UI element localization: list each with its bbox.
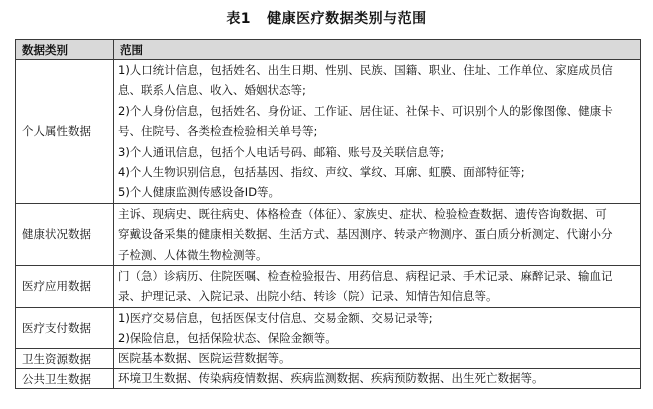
range-line: 录、护理记录、入院记录、出院小结、转诊（院）记录、知情告知信息等。 <box>118 289 498 304</box>
range-line: 环境卫生数据、传染病疫情数据、疾病监测数据、疾病预防数据、出生死亡数据等。 <box>118 371 544 386</box>
range-line: 子检测、人体微生物检测等。 <box>118 247 268 262</box>
header-range: 范围 <box>114 40 641 60</box>
range-line: 2)保险信息，包括保险状态、保险金额等。 <box>118 331 337 346</box>
row-range <box>114 265 641 307</box>
range-line: 1)人口统计信息，包括姓名、出生日期、性别、民族、国籍、职业、住址、工作单位、家庭成员信 <box>118 63 613 77</box>
table-row <box>16 307 641 349</box>
header-category: 数据类别 <box>16 40 114 60</box>
row-category: 个人属性数据 <box>16 60 114 204</box>
range-line: 4)个人生物识别信息，包括基因、指纹、声纹、掌纹、耳廓、虹膜、面部特征等; <box>118 164 525 179</box>
row-range <box>114 349 641 369</box>
table-row <box>16 369 641 389</box>
row-category: 公共卫生数据 <box>16 369 114 389</box>
table-caption: 表1 健康医疗数据类别与范围 <box>226 11 427 27</box>
range-line: 5)个人健康监测传感设备ID等。 <box>118 185 281 200</box>
row-category: 医疗应用数据 <box>16 265 114 307</box>
table-header-row <box>16 40 641 60</box>
range-line: 主诉、现病史、既往病史、体格检查（体征）、家族史、症状、检验检查数据、遗传咨询数据、可 <box>118 206 607 221</box>
row-category: 健康状况数据 <box>16 203 114 265</box>
table-row <box>16 349 641 369</box>
row-range <box>114 203 641 265</box>
row-range <box>114 60 641 204</box>
row-range <box>114 307 641 349</box>
range-line: 穿戴设备采集的健康相关数据、生活方式、基因测序、转录产物测序、蛋白质分析测定、代谢小分 <box>118 227 613 242</box>
table-row <box>16 203 641 265</box>
range-line: 息、联系人信息、收入、婚姻状态等; <box>118 83 306 98</box>
range-line: 门（急）诊病历、住院医嘱、检查检验报告、用药信息、病程记录、手术记录、麻醉记录、输血记 <box>118 268 613 283</box>
row-range <box>114 369 641 389</box>
table-row <box>16 60 641 204</box>
table-row <box>16 265 641 307</box>
range-line: 号、住院号、各类检查检验相关单号等; <box>118 124 318 139</box>
range-line: 医院基本数据、医院运营数据等。 <box>118 351 291 366</box>
range-line: 1)医疗交易信息，包括医保支付信息、交易金额、交易记录等; <box>118 310 433 325</box>
row-category: 卫生资源数据 <box>16 349 114 369</box>
row-category: 医疗支付数据 <box>16 307 114 349</box>
range-line: 3)个人通讯信息，包括个人电话号码、邮箱、账号及关联信息等; <box>118 144 445 159</box>
range-line: 2)个人身份信息，包括姓名、身份证、工作证、居住证、社保卡、可识别个人的影像图像、健康卡 <box>118 103 613 118</box>
health-data-table <box>15 39 641 389</box>
